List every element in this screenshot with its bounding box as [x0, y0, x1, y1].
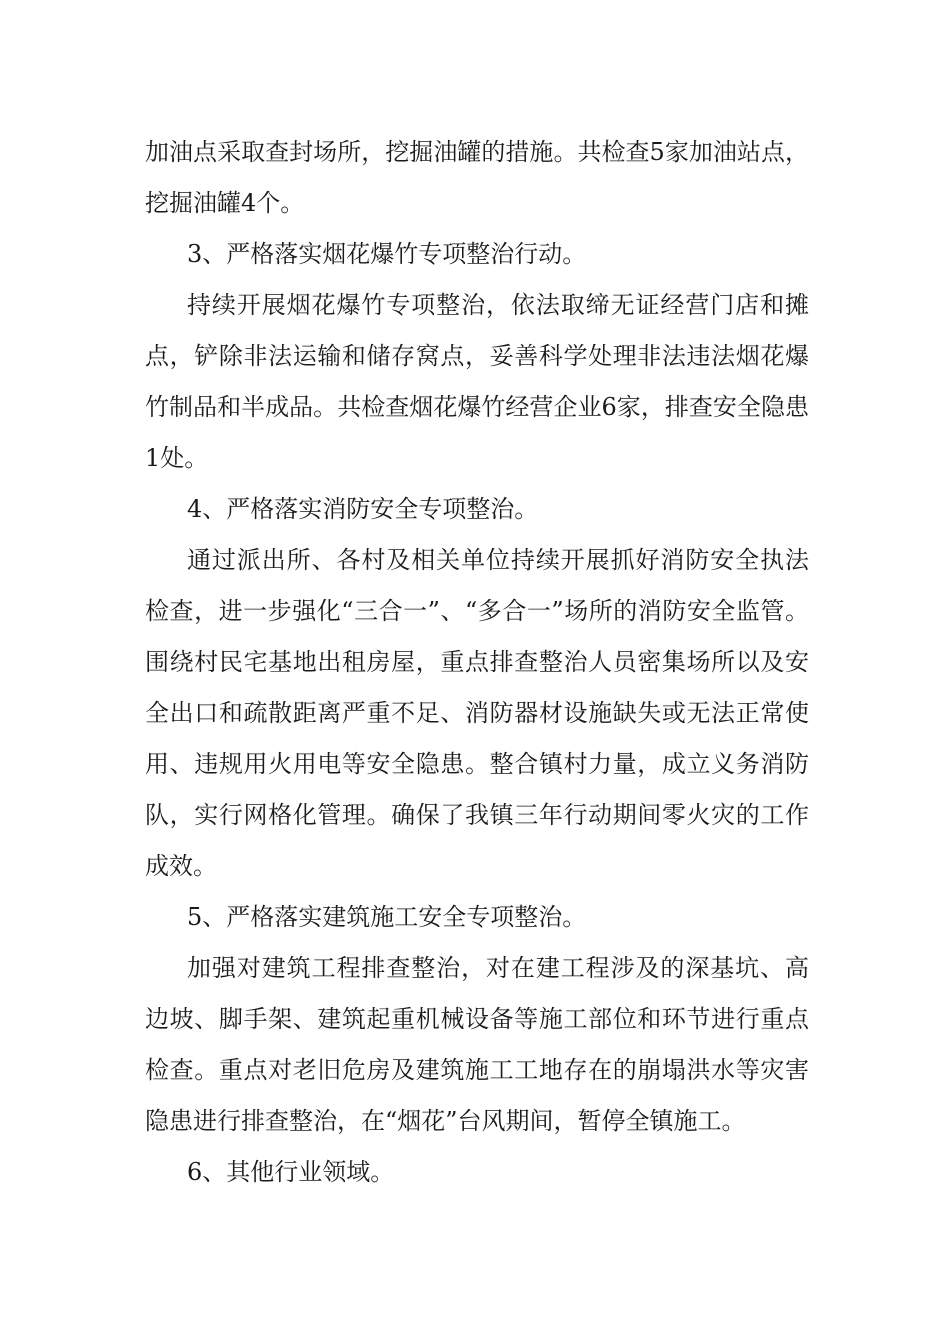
section-heading-other: 6、其他行业领域。 [187, 1158, 395, 1186]
paragraph-construction: 加强对建筑工程排查整治，对在建工程涉及的深基坑、高边坡、脚手架、建筑起重机械设备等施工部位和环节进行重点检查。重点对老旧危房及建筑施工工地存在的崩塌洪水等灾害隐患进行排查整治，在“烟花”台风期间，暂停全镇施工。 [145, 954, 809, 1135]
section-heading-construction: 5、严格落实建筑施工安全专项整治。 [187, 903, 587, 931]
document-body [145, 127, 809, 1198]
paragraph-continuation: 加油点采取查封场所，挖掘油罐的措施。共检查5家加油站点，挖掘油罐4个。 [145, 138, 809, 217]
paragraph-fireworks: 持续开展烟花爆竹专项整治，依法取缔无证经营门店和摊点，铲除非法运输和储存窝点，妥善科学处理非法违法烟花爆竹制品和半成品。共检查烟花爆竹经营企业6家，排查安全隐患1处。 [145, 291, 809, 472]
paragraph-fire-safety: 通过派出所、各村及相关单位持续开展抓好消防安全执法检查，进一步强化“三合一”、“多合一”场所的消防安全监管。围绕村民宅基地出租房屋，重点排查整治人员密集场所以及安全出口和疏散距离严重不足、消防器材设施缺失或无法正常使用、违规用火用电等安全隐患。整合镇村力量，成立义务消防队，实行网格化管理。确保了我镇三年行动期间零火灾的工作成效。 [145, 546, 809, 880]
section-heading-fire-safety: 4、严格落实消防安全专项整治。 [187, 495, 539, 523]
section-heading-fireworks: 3、严格落实烟花爆竹专项整治行动。 [187, 240, 587, 268]
